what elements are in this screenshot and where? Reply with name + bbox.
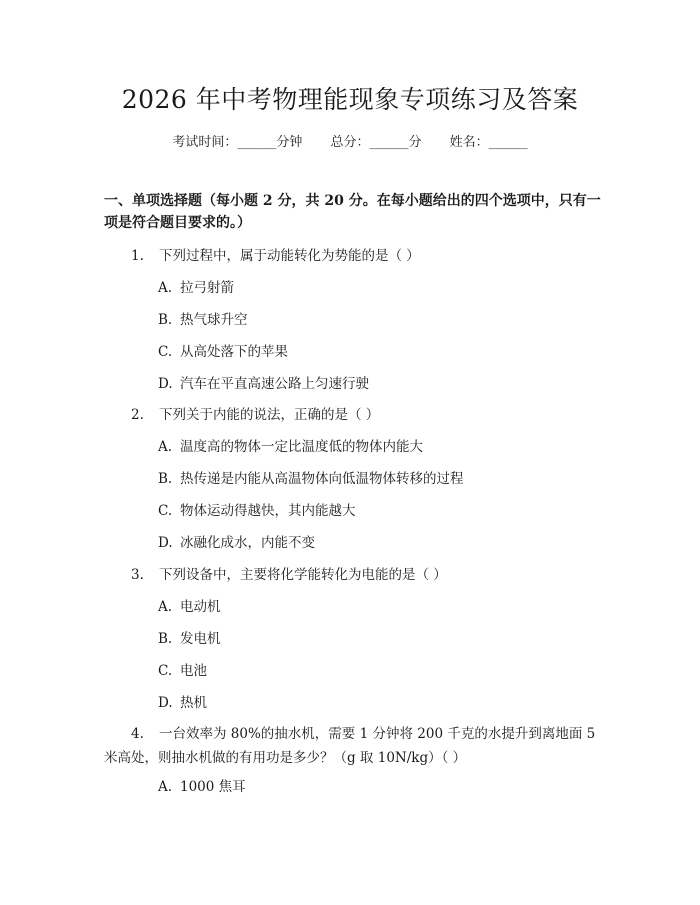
question-text: 下列过程中，属于动能转化为势能的是（ ）	[159, 248, 420, 264]
question-text: 一台效率为 80%的抽水机，需要 1 分钟将 200 千克的水提升到离地面 5 米高处，则抽水机做的有用功是多少？（g 取 10N/kg）（ ）	[104, 726, 596, 766]
question-text: 下列设备中，主要将化学能转化为电能的是（ ）	[159, 567, 447, 583]
question-2	[131, 403, 379, 423]
student-name-field: 姓名：______	[449, 135, 528, 150]
option-2b	[158, 467, 464, 487]
option-text: 1000 焦耳	[180, 779, 246, 795]
option-1d	[158, 372, 369, 392]
option-letter: D.	[158, 535, 173, 551]
option-text: 热气球升空	[180, 312, 248, 328]
option-text: 冰融化成水，内能不变	[180, 535, 315, 551]
option-1c	[158, 340, 288, 360]
option-1a	[158, 276, 234, 296]
option-letter: B.	[158, 471, 173, 487]
option-letter: C.	[158, 344, 173, 360]
option-2d	[158, 531, 315, 551]
option-text: 从高处落下的苹果	[180, 344, 288, 360]
question-number: 2.	[131, 407, 144, 423]
exam-time-field: 考试时间：______分钟	[172, 135, 303, 150]
option-text: 温度高的物体一定比温度低的物体内能大	[180, 439, 423, 455]
option-2a	[158, 435, 423, 455]
option-text: 发电机	[180, 631, 221, 647]
option-letter: B.	[158, 312, 173, 328]
question-number: 4.	[131, 726, 144, 742]
question-text: 下列关于内能的说法，正确的是（ ）	[159, 407, 380, 423]
question-number: 1.	[131, 248, 144, 264]
option-letter: A.	[158, 280, 173, 296]
option-3d	[158, 691, 207, 711]
question-4	[104, 722, 600, 770]
question-1	[131, 244, 420, 264]
option-text: 热传递是内能从高温物体向低温物体转移的过程	[180, 471, 464, 487]
option-text: 拉弓射箭	[180, 280, 234, 296]
option-letter: D.	[158, 695, 173, 711]
option-letter: C.	[158, 503, 173, 519]
option-letter: A.	[158, 439, 173, 455]
option-text: 电池	[180, 663, 207, 679]
option-text: 电动机	[180, 599, 221, 615]
option-letter: B.	[158, 631, 173, 647]
option-letter: C.	[158, 663, 173, 679]
option-1b	[158, 308, 248, 328]
option-2c	[158, 499, 356, 519]
option-letter: A.	[158, 599, 173, 615]
option-3a	[158, 595, 221, 615]
option-3b	[158, 627, 221, 647]
option-letter: A.	[158, 779, 173, 795]
option-text: 汽车在平直高速公路上匀速行驶	[180, 376, 369, 392]
section-heading: 一、单项选择题（每小题 2 分，共 20 分。在每小题给出的四个选项中，只有一项是符合题目要求的。）	[104, 193, 601, 231]
question-3	[131, 563, 447, 583]
option-text: 物体运动得越快，其内能越大	[180, 503, 356, 519]
page-title: 2026 年中考物理能现象专项练习及答案	[121, 85, 579, 114]
question-number: 3.	[131, 567, 144, 583]
total-score-field: 总分：______分	[330, 135, 422, 150]
option-text: 热机	[180, 695, 207, 711]
option-letter: D.	[158, 376, 173, 392]
option-4a	[158, 775, 246, 795]
option-3c	[158, 659, 207, 679]
exam-meta	[0, 131, 700, 150]
